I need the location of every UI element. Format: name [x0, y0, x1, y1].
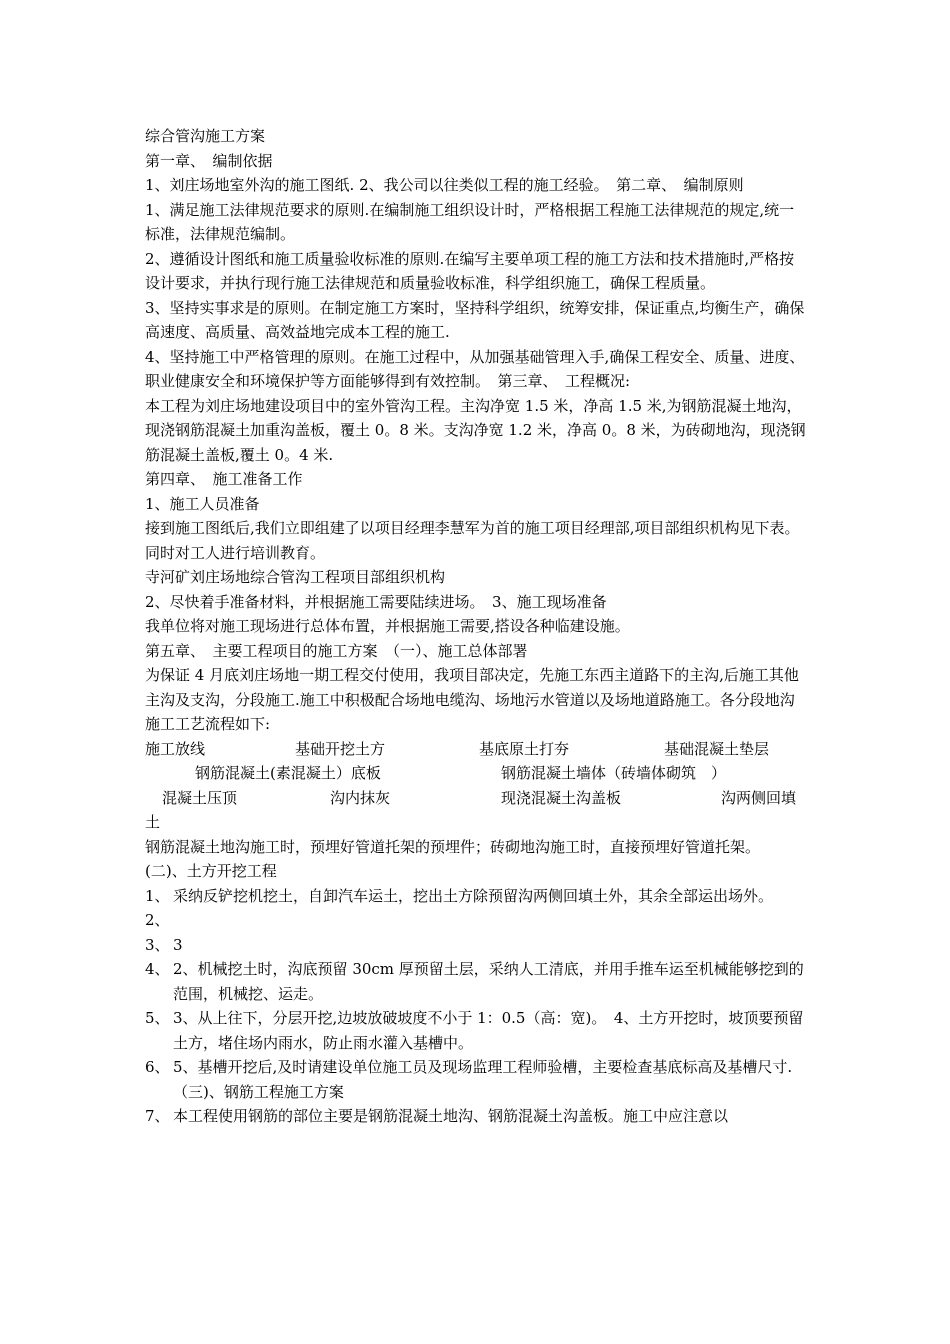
- paragraph: 接到施工图纸后,我们立即组建了以项目经理李慧军为首的施工项目经理部,项目部组织机构见下表。同时对工人进行培训教育。: [145, 519, 800, 562]
- flow-row: [145, 761, 809, 786]
- list-text: 3: [173, 935, 183, 954]
- paragraph: 第五章、 主要工程项目的施工方案 （一）、施工总体部署: [145, 641, 528, 660]
- list-text: 3、从上往下，分层开挖,边坡放破坡度不小于 1：0.5（高：宽)。 4、土方开挖时，坡顶要预留土方，堵住场内雨水，防止雨水灌入基槽中。: [173, 1009, 804, 1052]
- list-item: [145, 1006, 809, 1055]
- document-body: [145, 124, 809, 1129]
- paragraph: 钢筋混凝土地沟施工时，预埋好管道托架的预埋件；砖砌地沟施工时，直接预埋好管道托架。 (二)、土方开挖工程: [145, 837, 768, 880]
- list-item: [145, 957, 809, 1006]
- paragraph: 本工程为刘庄场地建设项目中的室外管沟工程。主沟净宽 1.5 米，净高 1.5 米,为钢筋混凝土地沟，现浇钢筋混凝土加重沟盖板，覆土 0。8 米。支沟净宽 1.2 米，净高 0。8 米，为砖砌地沟，现浇钢筋混凝土盖板,覆土 0。4 米.: [145, 396, 806, 464]
- document-title: 综合管沟施工方案: [145, 127, 266, 145]
- paragraph: 2、遵循设计图纸和施工质量验收标准的原则.在编写主要单项工程的施工方法和技术措施时,严格按设计要求，并执行现行施工法律规范和质量验收标准，科学组织施工，确保工程质量。: [145, 249, 795, 292]
- list-number: 4、: [145, 960, 170, 978]
- paragraph: 2、尽快着手准备材料，并根据施工需要陆续进场。 3、施工现场准备: [145, 592, 607, 611]
- flow-step: 施工放线: [145, 739, 206, 758]
- flow-step: 沟两侧回填: [721, 788, 797, 807]
- flow-step: 沟内抹灰: [330, 788, 391, 807]
- list-item: [145, 1104, 809, 1129]
- flow-step: 钢筋混凝土墙体（砖墙体砌筑 ）: [501, 764, 727, 782]
- paragraph: 4、坚持施工中严格管理的原则。在施工过程中，从加强基础管理入手,确保工程安全、质量、进度、职业健康安全和环境保护等方面能够得到有效控制。 第三章、 工程概况:: [145, 347, 805, 390]
- flow-row: [145, 737, 809, 762]
- paragraph: 1、刘庄场地室外沟的施工图纸. 2、我公司以往类似工程的施工经验。 第二章、 编制原则: [145, 176, 744, 194]
- flow-step: 混凝土压顶: [162, 788, 238, 807]
- paragraph: 为保证 4 月底刘庄场地一期工程交付使用，我项目部决定，先施工东西主道路下的主沟,后施工其他主沟及支沟，分段施工.施工中积极配合场地电缆沟、场地污水管道以及场地道路施工。各分段地沟施工工艺流程如下:: [145, 666, 799, 733]
- flow-step: 土: [145, 813, 161, 831]
- flow-step: 基础混凝土垫层: [664, 739, 770, 758]
- flow-step: 基底原土打夯: [479, 739, 570, 758]
- list-number: 1、: [145, 886, 170, 905]
- paragraph: 我单位将对施工现场进行总体布置，并根据施工需要,搭设各种临建设施。: [145, 617, 630, 635]
- list-item: [145, 933, 809, 958]
- list-item: [145, 1055, 809, 1104]
- flow-step: 基础开挖土方: [295, 739, 386, 758]
- list-number: 3、: [145, 935, 170, 954]
- list-text: 采纳反铲挖机挖土，自卸汽车运土，挖出土方除预留沟两侧回填土外，其余全部运出场外。: [173, 886, 774, 905]
- list-item: [145, 908, 809, 933]
- list-number: 2、: [145, 911, 170, 929]
- list-text: 5、基槽开挖后,及时请建设单位施工员及现场监理工程师验槽，主要检查基底标高及基槽尺寸.（三)、钢筋工程施工方案: [173, 1058, 793, 1101]
- list-text: 本工程使用钢筋的部位主要是钢筋混凝土地沟、钢筋混凝土沟盖板。施工中应注意以: [173, 1107, 729, 1125]
- paragraph: 第一章、 编制依据: [145, 151, 273, 170]
- list-text: 2、机械挖土时，沟底预留 30cm 厚预留土层，采纳人工清底，并用手推车运至机械能够挖到的范围，机械挖、运走。: [173, 960, 804, 1003]
- paragraph: 第四章、 施工准备工作: [145, 470, 303, 488]
- list-number: 6、: [145, 1058, 170, 1076]
- list-number: 5、: [145, 1009, 170, 1027]
- paragraph: 1、施工人员准备: [145, 494, 260, 513]
- paragraph: 1、满足施工法律规范要求的原则.在编制施工组织设计时，严格根据工程施工法律规范的规定,统一标准，法律规范编制。: [145, 200, 795, 243]
- list-number: 7、: [145, 1107, 170, 1125]
- flow-row: [145, 810, 809, 835]
- flow-step: 钢筋混凝土(素混凝土）底板: [195, 764, 381, 782]
- paragraph: 寺河矿刘庄场地综合管沟工程项目部组织机构: [145, 568, 446, 586]
- flow-step: 现浇混凝土沟盖板: [501, 788, 622, 807]
- flow-row: [145, 786, 809, 811]
- list-item: [145, 884, 809, 909]
- paragraph: 3、坚持实事求是的原则。在制定施工方案时，坚持科学组织，统筹安排，保证重点,均衡生产，确保高速度、高质量、高效益地完成本工程的施工.: [145, 298, 805, 341]
